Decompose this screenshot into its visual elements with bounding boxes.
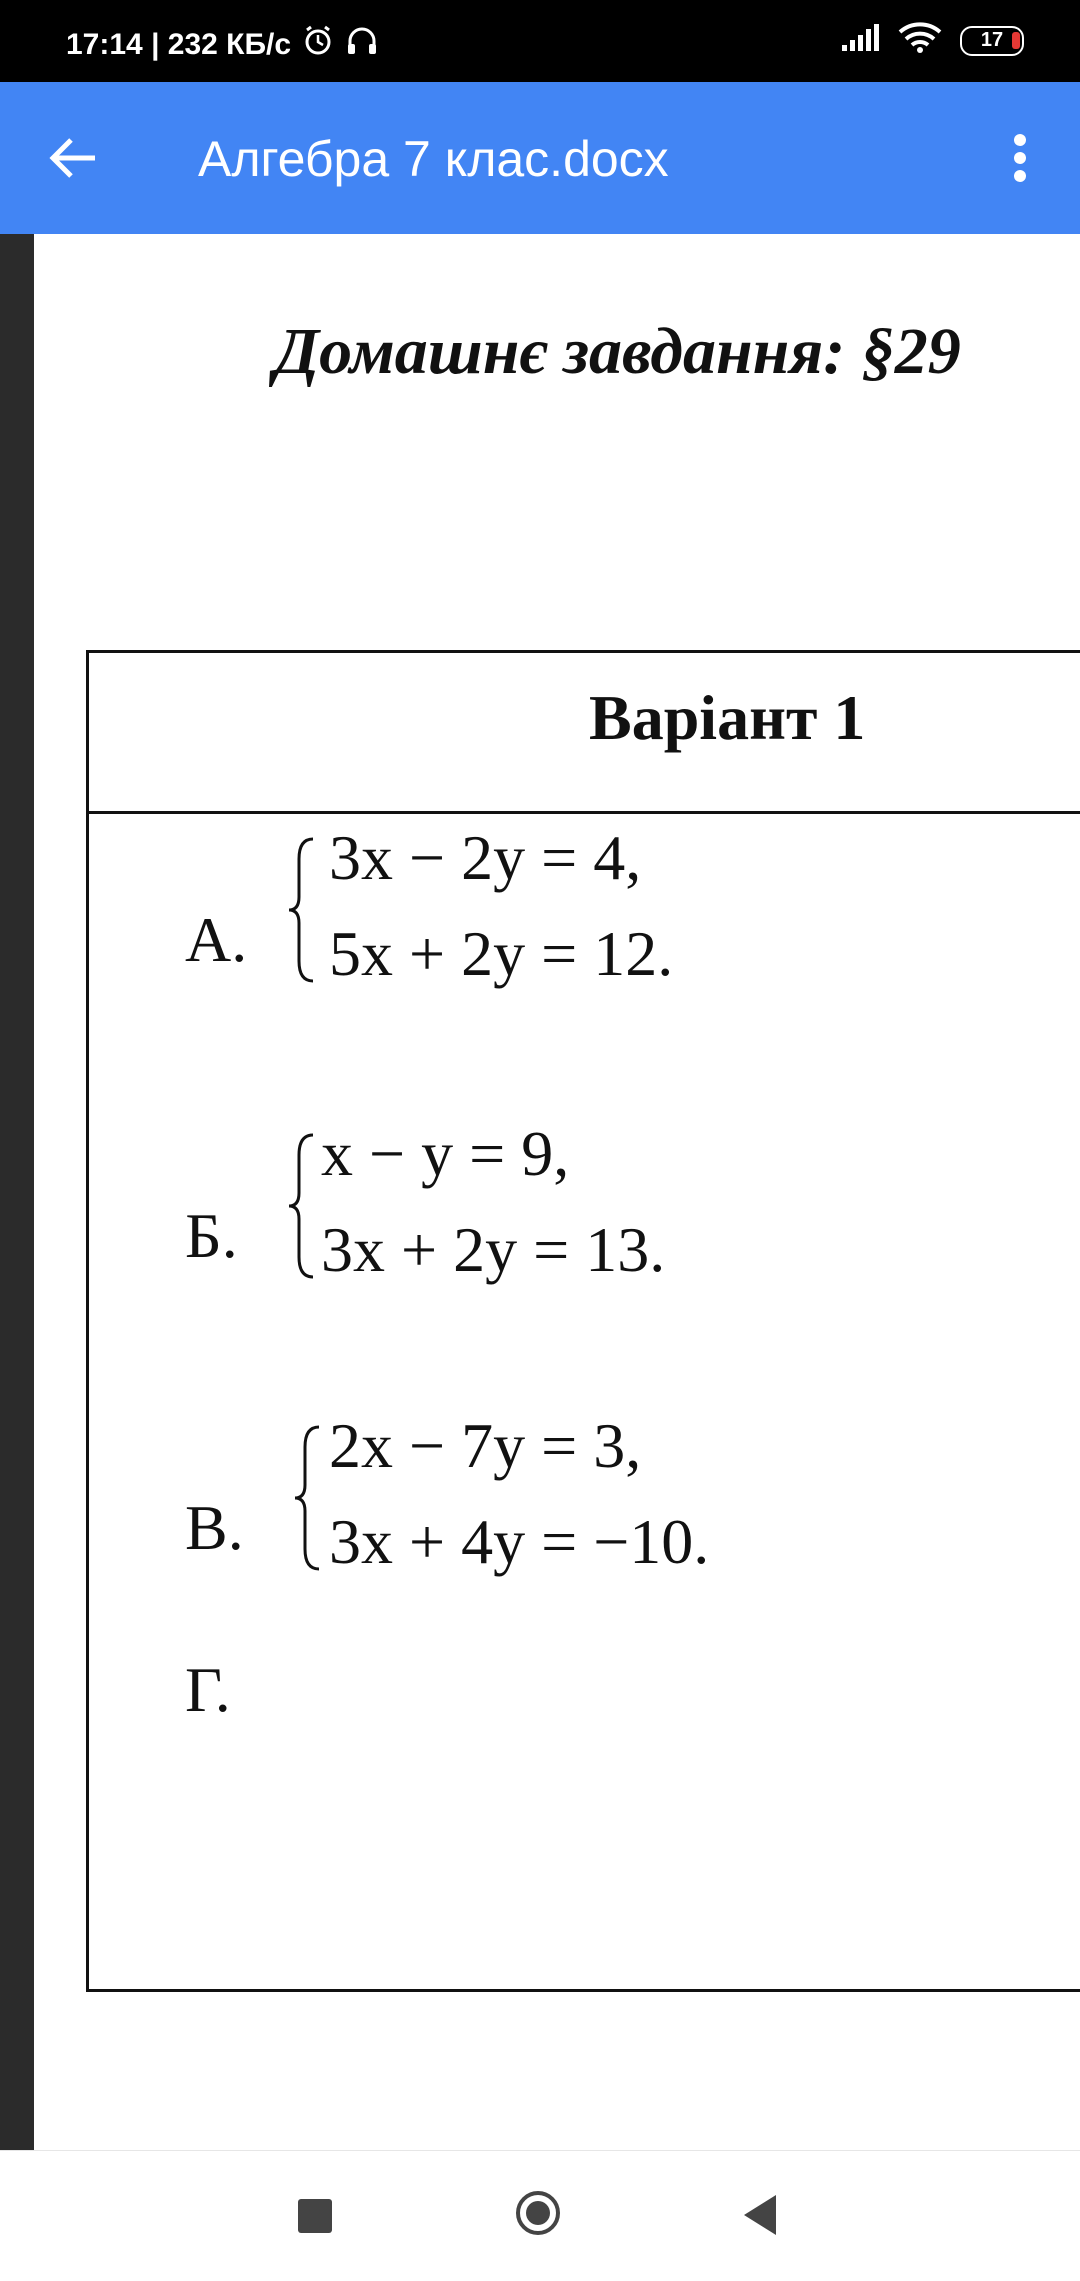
brace-icon (287, 1131, 317, 1281)
headphones-icon (345, 24, 379, 66)
table-header-row (89, 653, 1080, 814)
status-right (840, 22, 1024, 59)
app-bar (0, 82, 1080, 234)
equation-line: 3x − 2y = 4, (329, 822, 642, 893)
arrow-left-icon (49, 136, 99, 180)
battery-icon (960, 26, 1024, 56)
equation-line: 3x + 2y = 13. (321, 1214, 666, 1285)
recents-button[interactable] (298, 2199, 332, 2233)
home-button[interactable] (516, 2191, 560, 2235)
homework-heading: Домашнє завдання: §29 (274, 315, 961, 388)
back-button[interactable] (44, 128, 104, 188)
alarm-icon (301, 24, 335, 66)
nav-back-button[interactable] (744, 2195, 776, 2235)
signal-icon (840, 23, 880, 58)
wifi-icon (898, 22, 942, 59)
equation-line: x − y = 9, (321, 1118, 570, 1189)
battery-level: 17 (980, 29, 1004, 51)
variant-table (86, 650, 1080, 1992)
option-letter: Г. (185, 1654, 231, 1725)
brace-icon (293, 1423, 323, 1573)
option-letter: Б. (185, 1200, 238, 1271)
status-left (66, 24, 379, 66)
more-vert-icon (1013, 133, 1027, 183)
navigation-bar (0, 2150, 1080, 2281)
battery-low-indicator (1012, 32, 1020, 49)
option-letter: А. (185, 904, 248, 975)
status-bar (0, 0, 1080, 82)
option-letter: В. (185, 1492, 244, 1563)
document-margin (0, 234, 34, 2150)
document-page[interactable] (34, 234, 1080, 2150)
status-time-speed: 17:14 | 232 КБ/с (66, 28, 292, 61)
variant-title: Варіант 1 (589, 682, 866, 753)
equation-line: 2x − 7y = 3, (329, 1410, 642, 1481)
document-title: Алгебра 7 клас.docx (198, 131, 669, 187)
equation-line: 5x + 2y = 12. (329, 918, 674, 989)
brace-icon (287, 835, 317, 985)
equation-line: 3x + 4y = −10. (329, 1506, 710, 1577)
overflow-menu-button[interactable] (990, 128, 1050, 188)
